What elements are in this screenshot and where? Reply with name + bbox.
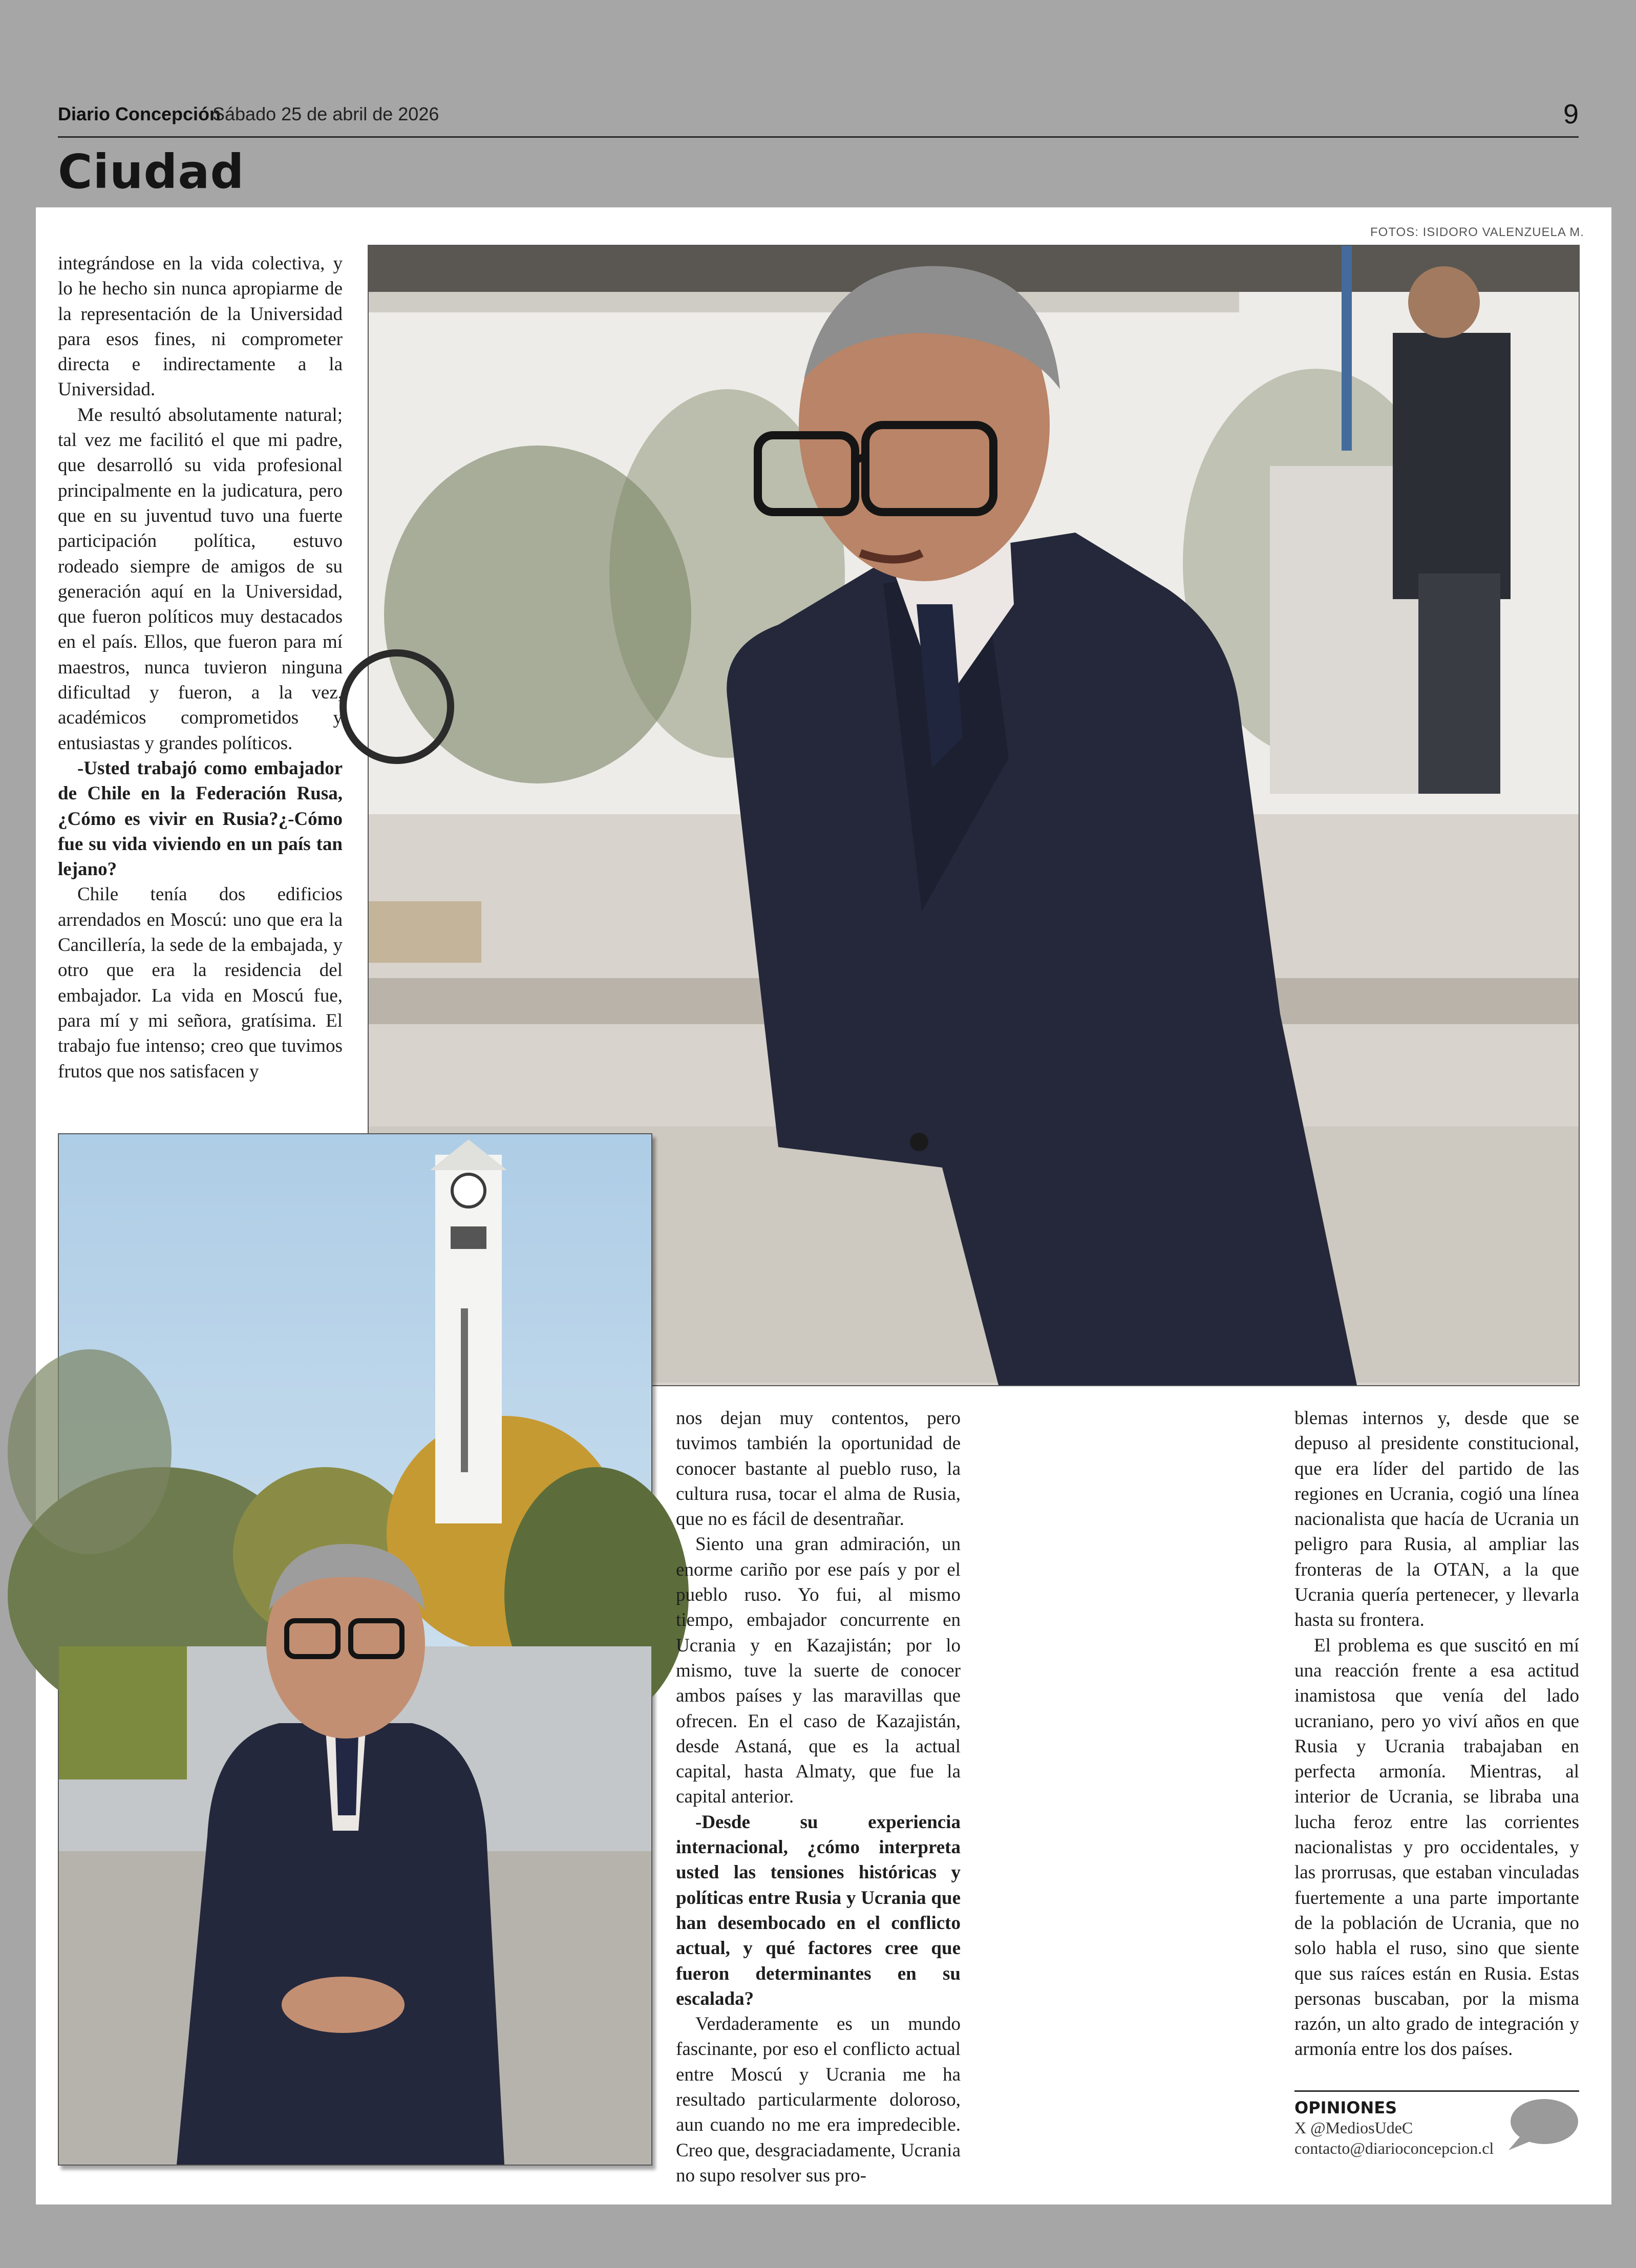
speech-bubble-icon — [1504, 2097, 1579, 2153]
section-title: Ciudad — [58, 144, 245, 199]
secondary-photo — [58, 1133, 652, 2166]
paragraph: nos dejan muy contentos, pero tuvimos también la oportunidad de conocer bastante al pueblo ruso, la cultura rusa, tocar el alma de Rusia, que no es fácil de desentrañar. — [676, 1408, 961, 1530]
text-column-3 — [1294, 1406, 1579, 2079]
page-header — [58, 101, 1579, 138]
paragraph: Verdaderamente es un mundo fascinante, por eso el conflicto actual entre Moscú y Ucrania me ha resultado particularmente doloroso, aun cuando no me era impredecible. Creo que, desgraciadamente, Ucrania no supo resolver sus pro- — [676, 2013, 961, 2186]
contact-email[interactable]: contacto@diarioconcepcion.cl — [1294, 2139, 1494, 2157]
newspaper-name: Diario Concepción — [58, 103, 221, 124]
interview-question: -Usted trabajó como embajador de Chile en la Federación Rusa, ¿Cómo es vivir en Rusia?¿-Cómo fue su vida viviendo en un país tan lejano? — [58, 757, 343, 880]
photo-credit: FOTOS: ISIDORO VALENZUELA M. — [1370, 225, 1584, 239]
page-number: 9 — [1563, 99, 1579, 130]
paragraph: Chile tenía dos edificios arrendados en Moscú: uno que era la Cancillería, la sede de la embajada, y otro que era la residencia del embajador. La vida en Moscú fue, para mí y mi señora, gratísima. El trabajo fue intenso; creo que tuvimos frutos que nos satisfacen y — [58, 884, 343, 1082]
opinions-box — [1294, 2090, 1579, 2169]
paragraph: Me resultó absolutamente natural; tal vez me facilitó el que mi padre, que desarrolló su vida profesional principalmente en la judicatura, pero que en su juventud tuvo una fuerte participación política, estuvo rodeado siempre de amigos de su generación aquí en la Universidad, que fueron políticos muy destacados en el país. Ellos, que fueron para mí maestros, nunca tuvieron ninguna dificultad y fueron, a la vez, académicos comprometidos y entusiastas y grandes políticos. — [58, 404, 343, 754]
paragraph: integrándose en la vida colectiva, y lo he hecho sin nunca apropiarme de la representación de la Universidad para esos fines, ni comprometer directa e indirectamente a la Universidad. — [58, 253, 343, 400]
paragraph: El problema es que suscitó en mí una reacción frente a esa actitud inamistosa que venía del lado ucraniano, pero yo viví años en que Rusia y Ucrania trabajaban en perfecta armonía. Mientras, al interior de Ucrania, se libraba una lucha feroz entre las corrientes nacionalistas y pro occidentales, y las prorrusas, que estaban vinculadas fuertemente a una parte importante de la población de Ucrania, que no solo habla el ruso, sino que siente que sus raíces están en Rusia. Estas personas buscaban, por la misma razón, un alto grado de integración y armonía entre los dos países. — [1294, 1635, 1579, 2060]
portrait-man-clock-tower-image — [59, 1134, 651, 2165]
issue-date: Sábado 25 de abril de 2026 — [213, 103, 439, 124]
text-column-2 — [676, 1406, 961, 2186]
paragraph: blemas internos y, desde que se depuso al presidente constitucional, que era líder del partido de las regiones en Ucrania, cogió una línea nacionalista que hacía de Ucrania un peligro para Rusia, al ampliar las fronteras de la OTAN, a la que Ucrania quería pertenecer, y llevarla hasta su frontera. — [1294, 1408, 1579, 1631]
opinions-title: OPINIONES — [1294, 2098, 1397, 2117]
text-column-1 — [58, 251, 343, 1111]
social-handle[interactable]: X @MediosUdeC — [1294, 2118, 1413, 2137]
interview-question: -Desde su experiencia internacional, ¿cómo interpreta usted las tensiones históricas y políticas entre Rusia y Ucrania que han desembocado en el conflicto actual, y qué factores cree que fueron determinantes en su escalada? — [676, 1811, 961, 2009]
paragraph: Siento una gran admiración, un enorme cariño por ese país y por el pueblo ruso. Yo fui, al mismo tiempo, embajador concurrente en Ucrania y en Kazajistán; por lo mismo, tuve la suerte de conocer ambos países y las maravillas que ofrecen. En el caso de Kazajistán, desde Astaná, que es la actual capital, hasta Almaty, que fue la capital anterior. — [676, 1534, 961, 1808]
